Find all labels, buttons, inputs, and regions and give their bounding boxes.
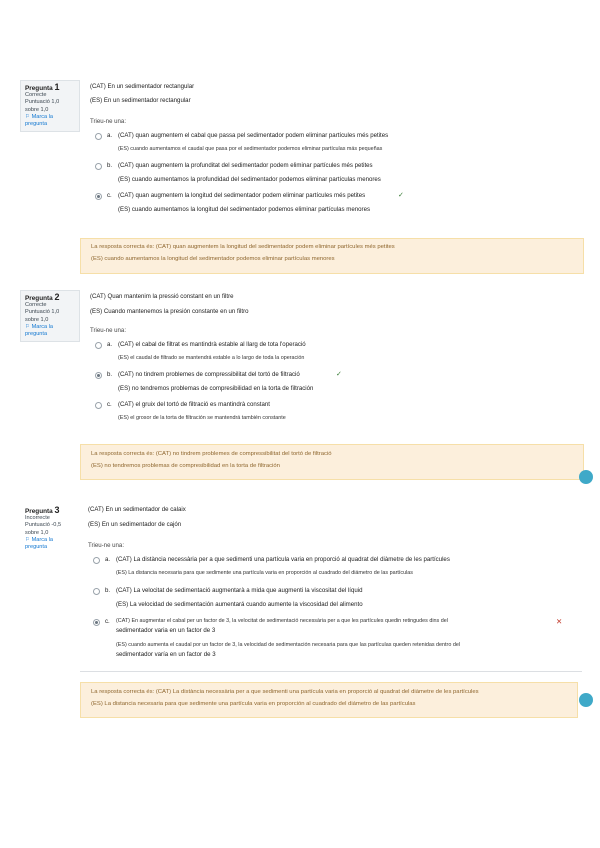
option-c-text-es: (ES) cuando aumenta el caudal por un factor de 3, la velocidad de sedimentación necesaria para que las partículas queden retenidas dentro del (116, 642, 461, 648)
flag-question-link[interactable]: ⚐ Marca la pregunta (25, 536, 54, 551)
question-state: Incorrecte (25, 515, 50, 522)
option-c-text-cat[interactable]: (CAT) el gruix del tortó de filtració es mantindrà constant (118, 401, 270, 408)
option-c-text-cat[interactable]: (CAT) En augmentar el cabal per un factor de 3, la velocitat de sedimentació necessària per a que les partícules quedin retingudes dins del (116, 618, 448, 624)
option-b-letter: b. (107, 162, 113, 169)
choose-one-label: Trieu-ne una: (88, 542, 125, 549)
option-a-text-es: (ES) cuando aumentamos el caudal que pasa por el sedimentador podemos eliminar partículas más pequeñas (118, 146, 383, 152)
option-b-text-es: (ES) cuando aumentamos la profundidad del sedimentador podemos eliminar partículas menores (118, 176, 381, 183)
question-state: Correcte (25, 92, 47, 99)
question-text-cat: (CAT) Quan mantenim la pressió constant en un filtre (90, 293, 234, 300)
question-number: 1 (54, 82, 60, 92)
question-label: Pregunta (25, 295, 53, 302)
correct-check-icon: ✓ (336, 371, 342, 378)
option-a-text-es: (ES) La distancia necesaria para que sedimente una partícula varia en proporción al cuadrado del diámetro de las partículas (116, 570, 413, 576)
flag-icon: ⚐ (25, 113, 31, 120)
option-a-letter: a. (105, 556, 111, 563)
feedback-correct-answer-es: (ES) cuando aumentamos la longitud del sedimentador podemos eliminar partículas menores (91, 256, 335, 262)
option-c-text-es: (ES) el grosor de la torta de filtración se mantendrá también constante (118, 415, 286, 421)
option-b-radio[interactable] (93, 588, 100, 595)
option-c-text-es: (ES) cuando aumentamos la longitud del sedimentador podemos eliminar partículas menores (118, 206, 371, 213)
question-text-es: (ES) Cuando mantenemos la presión constante en un filtro (90, 308, 249, 315)
question-text-cat: (CAT) En un sedimentador de calaix (88, 506, 186, 513)
feedback-correct-answer-es: (ES) La distancia necesaria para que sedimente una partícula varia en proporción al cuadrado del diámetro de las partículas (91, 701, 416, 707)
question-2-body (80, 288, 582, 436)
question-state: Correcte (25, 302, 47, 309)
question-1-body (80, 78, 582, 230)
option-c-radio[interactable] (95, 402, 102, 409)
flag-question-link[interactable]: ⚐ Marca la pregunta (25, 113, 54, 128)
feedback-correct-answer-cat: La resposta correcta és: (CAT) quan augmentem la longitud del sedimentador podem eliminar partícules més petites (91, 244, 395, 250)
question-score: Puntuació 1,0 (25, 99, 60, 106)
option-b-text-cat[interactable]: (CAT) La velocitat de sedimentació augmentarà a mida que augmenti la viscositat del líquid (116, 587, 363, 594)
option-a-text-cat[interactable]: (CAT) La distància necessària per a que sedimenti una partícula varia en proporció al quadrat del diàmetre de les partícules (116, 556, 450, 563)
flag-icon: ⚐ (25, 323, 31, 330)
question-3-body (80, 501, 582, 671)
option-a-radio[interactable] (95, 342, 102, 349)
question-2-feedback (80, 444, 584, 480)
question-text-es: (ES) En un sedimentador rectangular (90, 97, 191, 104)
option-a-text-es: (ES) el caudal de filtrado se mantendrá estable a lo largo de toda la operación (118, 355, 305, 361)
option-c-text-cat[interactable]: (CAT) quan augmentem la longitud del sedimentador podem eliminar partícules més petites (118, 192, 366, 199)
option-b-letter: b. (107, 371, 113, 378)
correct-check-icon: ✓ (398, 192, 404, 199)
question-1-feedback (80, 238, 584, 274)
question-2-info (20, 290, 80, 342)
flag-icon: ⚐ (25, 536, 31, 543)
question-text-es: (ES) En un sedimentador de cajón (88, 521, 182, 528)
option-c-text-es-cont: sedimentador varía en un factor de 3 (116, 651, 216, 658)
option-b-text-cat[interactable]: (CAT) quan augmentem la profunditat del sedimentador podem eliminar partícules més petites (118, 162, 373, 169)
option-a-text-cat[interactable]: (CAT) el cabal de filtrat es mantindrà estable al llarg de tota l'operació (118, 341, 306, 348)
feedback-correct-answer-es: (ES) no tendremos problemas de compresibilidad en la torta de filtración (91, 463, 280, 469)
question-score-max: sobre 1,0 (25, 529, 49, 536)
choose-one-label: Trieu-ne una: (90, 327, 127, 334)
question-score: Puntuació 1,0 (25, 309, 60, 316)
question-3-info (20, 503, 80, 555)
option-c-letter: c. (107, 192, 112, 199)
incorrect-cross-icon: ✕ (556, 617, 563, 626)
feedback-correct-answer-cat: La resposta correcta és: (CAT) no tindrem problemes de compressibilitat del tortó de filtració (91, 451, 332, 457)
question-1-info (20, 80, 80, 132)
choose-one-label: Trieu-ne una: (90, 118, 127, 125)
option-b-radio[interactable] (95, 163, 102, 170)
option-b-text-es: (ES) no tendremos problemas de compresibilidad en la torta de filtración (118, 385, 314, 392)
question-3-feedback (80, 682, 578, 718)
feedback-correct-answer-cat: La resposta correcta és: (CAT) La distància necessària per a que sedimenti una partícula varia en proporció al quadrat del diàmetre de les partícules (91, 689, 479, 695)
option-a-radio[interactable] (95, 133, 102, 140)
option-c-letter: c. (105, 618, 110, 625)
option-a-text-cat[interactable]: (CAT) quan augmentem el cabal que passa pel sedimentador podem eliminar partícules més petites (118, 132, 389, 139)
question-number: 3 (54, 505, 60, 515)
question-score-max: sobre 1,0 (25, 316, 49, 323)
option-c-text-cat-cont: sedimentador varia en un factor de 3 (116, 627, 216, 634)
option-a-letter: a. (107, 341, 113, 348)
option-c-radio[interactable] (93, 619, 100, 626)
question-score: Puntuació -0,5 (25, 522, 62, 529)
option-b-radio[interactable] (95, 372, 102, 379)
option-b-text-es: (ES) La velocidad de sedimentación aumentará cuando aumente la viscosidad del alimento (116, 601, 363, 608)
chat-bubble-icon[interactable] (579, 693, 593, 707)
question-score-max: sobre 1,0 (25, 106, 49, 113)
divider (80, 671, 582, 672)
question-text-cat: (CAT) En un sedimentador rectangular (90, 83, 195, 90)
option-c-radio[interactable] (95, 193, 102, 200)
option-a-letter: a. (107, 132, 113, 139)
question-label: Pregunta (25, 508, 53, 515)
question-label: Pregunta (25, 85, 53, 92)
chat-bubble-icon[interactable] (579, 470, 593, 484)
flag-question-link[interactable]: ⚐ Marca la pregunta (25, 323, 54, 338)
option-b-text-cat[interactable]: (CAT) no tindrem problemes de compressibilitat del tortó de filtració (118, 371, 300, 378)
question-number: 2 (54, 292, 60, 302)
option-c-letter: c. (107, 401, 112, 408)
option-a-radio[interactable] (93, 557, 100, 564)
option-b-letter: b. (105, 587, 111, 594)
